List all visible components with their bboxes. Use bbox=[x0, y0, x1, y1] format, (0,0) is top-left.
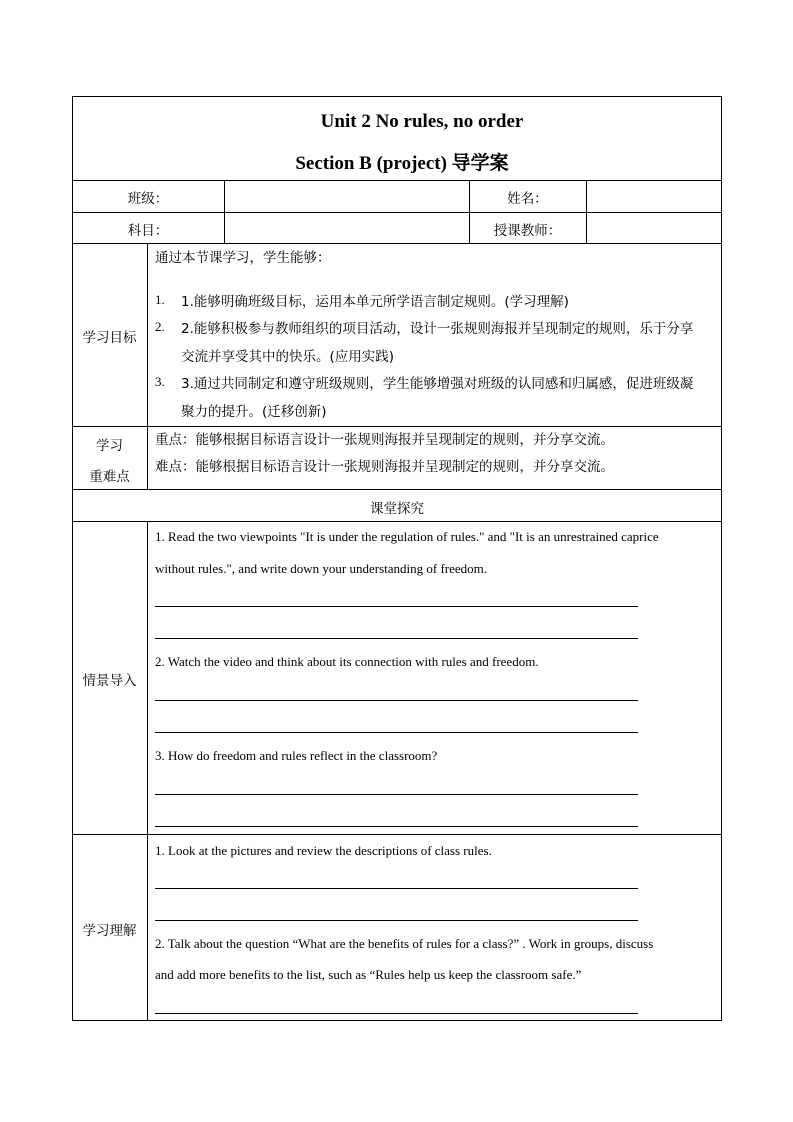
situation-label: 情景导入 bbox=[82, 673, 137, 689]
answer-line[interactable] bbox=[155, 606, 638, 607]
answer-line[interactable] bbox=[155, 826, 638, 827]
column-divider bbox=[147, 243, 148, 489]
name-label: 姓名： bbox=[507, 191, 548, 207]
answer-line[interactable] bbox=[155, 1013, 638, 1014]
objective-text: 1.能够明确班级目标，运用本单元所学语言制定规则。(学习理解) bbox=[181, 294, 569, 310]
row-divider bbox=[72, 521, 722, 522]
subject-label: 科目： bbox=[127, 223, 169, 239]
row-divider bbox=[72, 180, 722, 181]
question-text: 3. How do freedom and rules reflect in the classroom? bbox=[155, 748, 438, 763]
objective-text-cont: 聚力的提升。(迁移创新) bbox=[181, 404, 327, 420]
question-text: 1. Look at the pictures and review the descriptions of class rules. bbox=[155, 843, 492, 858]
question-text-cont: and add more benefits to the list, such as “Rules help us keep the classroom safe.” bbox=[155, 967, 582, 982]
name-field[interactable] bbox=[588, 182, 721, 211]
page-title: Unit 2 No rules, no order bbox=[320, 111, 524, 132]
question-text: 2. Talk about the question “What are the benefits of rules for a class?” . Work in groups, discuss bbox=[155, 936, 654, 951]
difficult-point: 难点：能够根据目标语言设计一张规则海报并呈现制定的规则，并分享交流。 bbox=[155, 459, 614, 475]
class-field[interactable] bbox=[226, 182, 468, 211]
objective-number: 3. bbox=[155, 374, 165, 389]
class-label: 班级： bbox=[127, 191, 169, 207]
objective-text-cont: 交流并享受其中的快乐。(应用实践) bbox=[181, 349, 395, 365]
objective-number: 2. bbox=[155, 319, 165, 334]
answer-line[interactable] bbox=[155, 732, 638, 733]
answer-line[interactable] bbox=[155, 700, 638, 701]
answer-line[interactable] bbox=[155, 920, 638, 921]
section-heading: 课堂探究 bbox=[370, 501, 424, 517]
answer-line[interactable] bbox=[155, 888, 638, 889]
column-divider bbox=[586, 180, 587, 243]
keypoints-label: 学习 bbox=[96, 438, 123, 454]
question-text-cont: without rules.", and write down your understanding of freedom. bbox=[155, 561, 488, 576]
column-divider bbox=[147, 521, 148, 1021]
row-divider bbox=[72, 426, 722, 427]
objective-text: 2.能够积极参与教师组织的项目活动，设计一张规则海报并呈现制定的规则，乐于分享 bbox=[181, 321, 694, 337]
question-text: 1. Read the two viewpoints "It is under the regulation of rules." and "It is an unrestrained caprice bbox=[155, 529, 659, 544]
row-divider bbox=[72, 243, 722, 244]
key-point: 重点：能够根据目标语言设计一张规则海报并呈现制定的规则，并分享交流。 bbox=[155, 432, 614, 448]
subject-field[interactable] bbox=[226, 214, 468, 242]
column-divider bbox=[224, 180, 225, 243]
row-divider bbox=[72, 834, 722, 835]
objective-text: 3.通过共同制定和遵守班级规则，学生能够增强对班级的认同感和归属感，促进班级凝 bbox=[181, 376, 694, 392]
objectives-label: 学习目标 bbox=[82, 330, 137, 346]
answer-line[interactable] bbox=[155, 638, 638, 639]
objective-number: 1. bbox=[155, 292, 165, 307]
teacher-label: 授课教师： bbox=[493, 223, 562, 239]
question-text: 2. Watch the video and think about its connection with rules and freedom. bbox=[155, 654, 539, 669]
understanding-label: 学习理解 bbox=[82, 923, 137, 939]
answer-line[interactable] bbox=[155, 794, 638, 795]
row-divider bbox=[72, 489, 722, 490]
objectives-intro: 通过本节课学习，学生能够： bbox=[155, 250, 331, 266]
row-divider bbox=[72, 212, 722, 213]
keypoints-label: 重难点 bbox=[89, 469, 130, 485]
teacher-field[interactable] bbox=[588, 214, 721, 242]
page-subtitle: Section B (project) 导学案 bbox=[295, 153, 509, 174]
